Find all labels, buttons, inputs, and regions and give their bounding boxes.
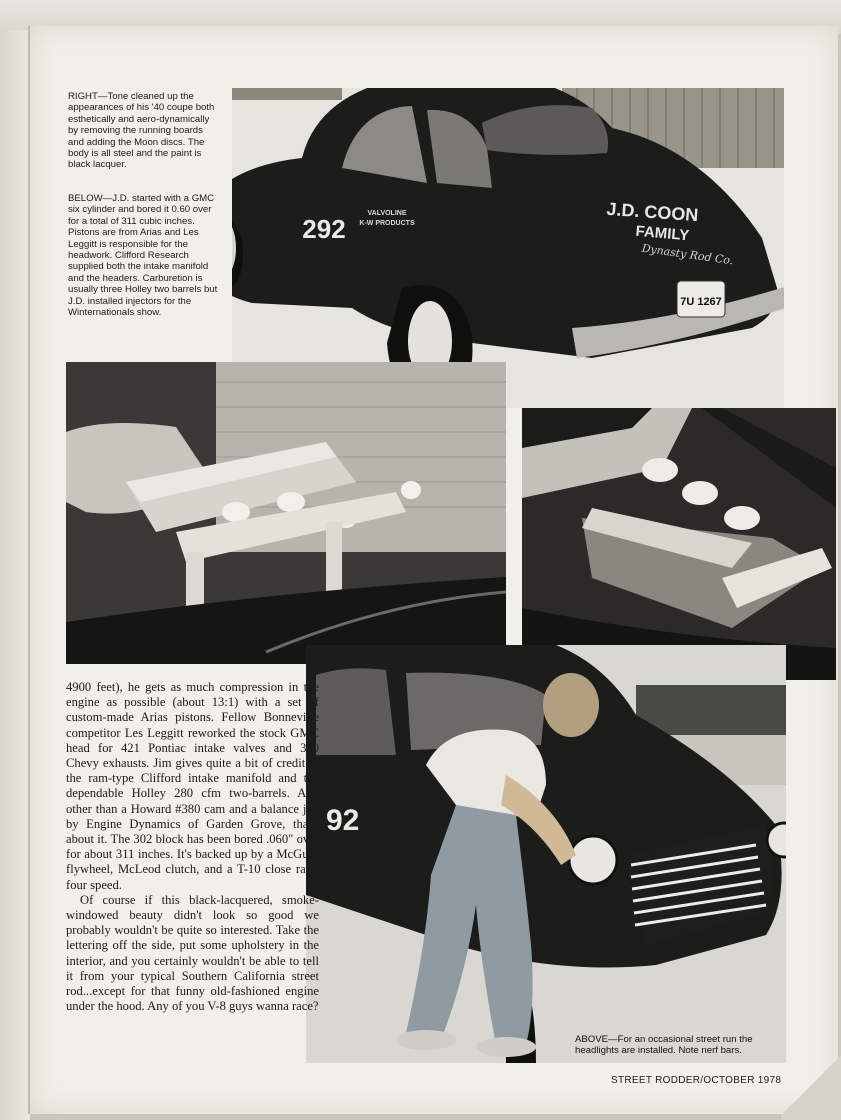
door-sponsor-2: K-W PRODUCTS: [359, 220, 415, 227]
photo-engine-carburetors: [522, 408, 836, 680]
caption-above: ABOVE—For an occasional street run the headlights are installed. Note nerf bars.: [575, 1034, 753, 1057]
photo-engine-injectors: [66, 362, 506, 664]
door-sponsor-1: VALVOLINE: [367, 210, 407, 217]
caption-right: RIGHT—Tone cleaned up the appearances of his '40 coupe both esthetically and aero-dynamically by removing the running boards and adding the Moon discs. The body is all steel and the paint is black lacquer.: [68, 91, 215, 171]
photo-coupe-rear: [232, 88, 784, 408]
car-number-side: 292: [302, 214, 346, 244]
car-number-front: 92: [326, 804, 360, 837]
article-paragraph-2: Of course if this black-lacquered, smoke-windowed beauty didn't look so good we probably wouldn't be quite so interested. Take the lettering off the side, put some upholstery in the interior, and you certainly wouldn't be able to tell it from your typical Southern California street rod...except for that funny old-fashioned engine under the hood. Any of you V-8 guys wanna race?: [66, 892, 319, 1014]
trunk-lettering-1: J.D. COON: [605, 198, 700, 226]
photo-coupe-front-with-owner: [306, 645, 786, 1063]
trunk-script: Dynasty Rod Co.: [640, 241, 735, 268]
caption-below: BELOW—J.D. started with a GMC six cylinder and bored it 0.60 over for a total of 311 cubic inches. Pistons are from Arias and Les Leggitt is responsible for the headwork. Clifford Research supplied both the intake manifold and the headers. Carburetion is usually three Holley two barrels but J.D. installed injectors for the Winternationals show.: [68, 193, 218, 319]
article-paragraph-1: 4900 feet), he gets as much compression in the engine as possible (about 13:1) with a set of custom-made Arias pistons. Fellow Bonneville competitor Les Leggitt reworked the stock GMC head for 421 Pontiac intake valves and 350 Chevy exhausts. Jim gives quite a bit of credit to the ram-type Clifford intake manifold and the dependable Holley 280 cfm two-barrels. And other than a Howard #380 cam and a balance job by Engine Dynamics of Garden Grove, that's about it. The 302 block has been bored .060" over for about 311 inches. It's backed up by a McGurk flywheel, McLeod clutch, and a T-10 close ratio four speed.: [66, 680, 319, 892]
page-footer: STREET RODDER/OCTOBER 1978: [611, 1075, 782, 1086]
trunk-lettering-2: FAMILY: [634, 222, 690, 245]
previous-page-edge: [0, 30, 30, 1120]
page-corner-fold: [781, 1050, 841, 1120]
article-body: [66, 680, 319, 1014]
license-plate-text: 7U 1267: [680, 296, 722, 308]
